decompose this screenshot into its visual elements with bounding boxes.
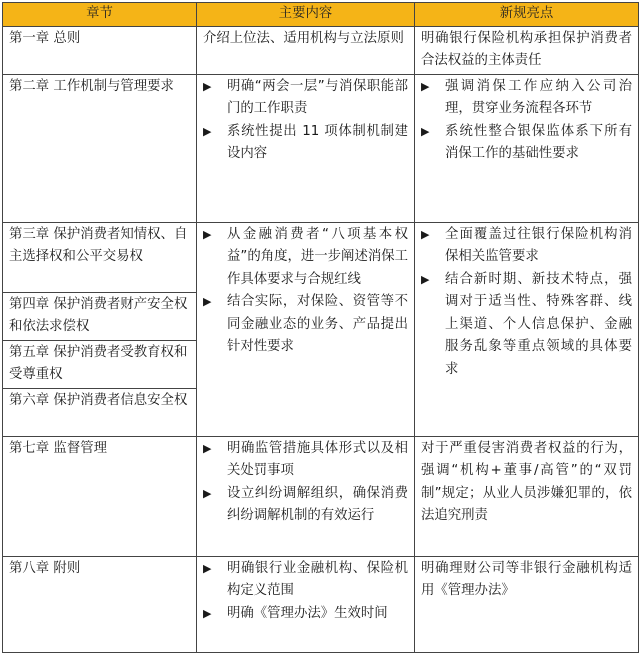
highlight-cell (415, 74, 639, 222)
table-row (3, 556, 639, 652)
header-chapter: 章节 (3, 3, 197, 27)
table-row (3, 222, 639, 292)
content-cell (197, 74, 415, 222)
highlight-cell (415, 222, 639, 436)
list-item: ▶ 明确银行业金融机构、保险机构定义范围 (203, 558, 408, 603)
bullet-icon: ▶ (421, 227, 430, 241)
content-cell (197, 436, 415, 556)
bullet-icon: ▶ (203, 486, 212, 500)
header-main-content: 主要内容 (197, 3, 415, 27)
table-header-row (3, 3, 639, 27)
list-item: ▶ 明确监管措施具体形式以及相关处罚事项 (203, 438, 408, 483)
chapter-cell: 第八章 附则 (3, 556, 197, 652)
table-row (3, 26, 639, 74)
chapter-cell: 第七章 监督管理 (3, 436, 197, 556)
bullet-icon: ▶ (203, 441, 212, 455)
bullet-icon: ▶ (421, 79, 430, 93)
bullet-icon: ▶ (203, 79, 212, 93)
bullet-icon: ▶ (421, 272, 430, 286)
list-item: ▶ 全面覆盖过往银行保险机构消保相关监管要求 (421, 224, 632, 269)
table-row (3, 74, 639, 222)
chapter-cell: 第三章 保护消费者知情权、自主选择权和公平交易权 (3, 222, 197, 292)
chapter-cell: 第六章 保护消费者信息安全权 (3, 388, 197, 436)
bullet-icon: ▶ (203, 124, 212, 138)
content-cell (197, 556, 415, 652)
list-item: ▶ 结合实际，对保险、资管等不同金融业态的业务、产品提出针对性要求 (203, 291, 408, 359)
table-row (3, 436, 639, 556)
chapter-cell: 第二章 工作机制与管理要求 (3, 74, 197, 222)
list-item: ▶ 设立纠纷调解组织，确保消费纠纷调解机制的有效运行 (203, 483, 408, 528)
highlight-cell: 明确银行保险机构承担保护消费者合法权益的主体责任 (415, 26, 639, 74)
list-item: ▶ 从金融消费者“八项基本权益”的角度，进一步阐述消保工作具体要求与合规红线 (203, 224, 408, 292)
highlight-cell: 明确理财公司等非银行金融机构适用《管理办法》 (415, 556, 639, 652)
content-cell: 介绍上位法、适用机构与立法原则 (197, 26, 415, 74)
header-highlights: 新规亮点 (415, 3, 639, 27)
chapter-cell: 第五章 保护消费者受教育权和受尊重权 (3, 340, 197, 388)
list-item: ▶ 系统性整合银保监体系下所有消保工作的基础性要求 (421, 121, 632, 166)
bullet-icon: ▶ (203, 606, 212, 620)
bullet-icon: ▶ (203, 227, 212, 241)
list-item: ▶ 明确《管理办法》生效时间 (203, 603, 408, 626)
list-item: ▶ 结合新时期、新技术特点，强调对于适当性、特殊客群、线上渠道、个人信息保护、金融服务乱象等重点领域的具体要求 (421, 269, 632, 382)
bullet-icon: ▶ (203, 561, 212, 575)
regulation-comparison-table (2, 2, 639, 653)
chapter-cell: 第四章 保护消费者财产安全权和依法求偿权 (3, 292, 197, 340)
bullet-icon: ▶ (203, 295, 212, 308)
list-item: ▶ 系统性提出 11 项体制机制建设内容 (203, 121, 408, 166)
list-item: ▶ 明确“两会一层”与消保职能部门的工作职责 (203, 76, 408, 121)
list-item: ▶ 强调消保工作应纳入公司治理，贯穿业务流程各环节 (421, 76, 632, 121)
highlight-cell: 对于严重侵害消费者权益的行为，强调“机构+董事/高管”的“双罚制”规定；从业人员涉嫌犯罪的，依法追究刑责 (415, 436, 639, 556)
chapter-cell: 第一章 总则 (3, 26, 197, 74)
content-cell (197, 222, 415, 436)
bullet-icon: ▶ (421, 124, 430, 138)
